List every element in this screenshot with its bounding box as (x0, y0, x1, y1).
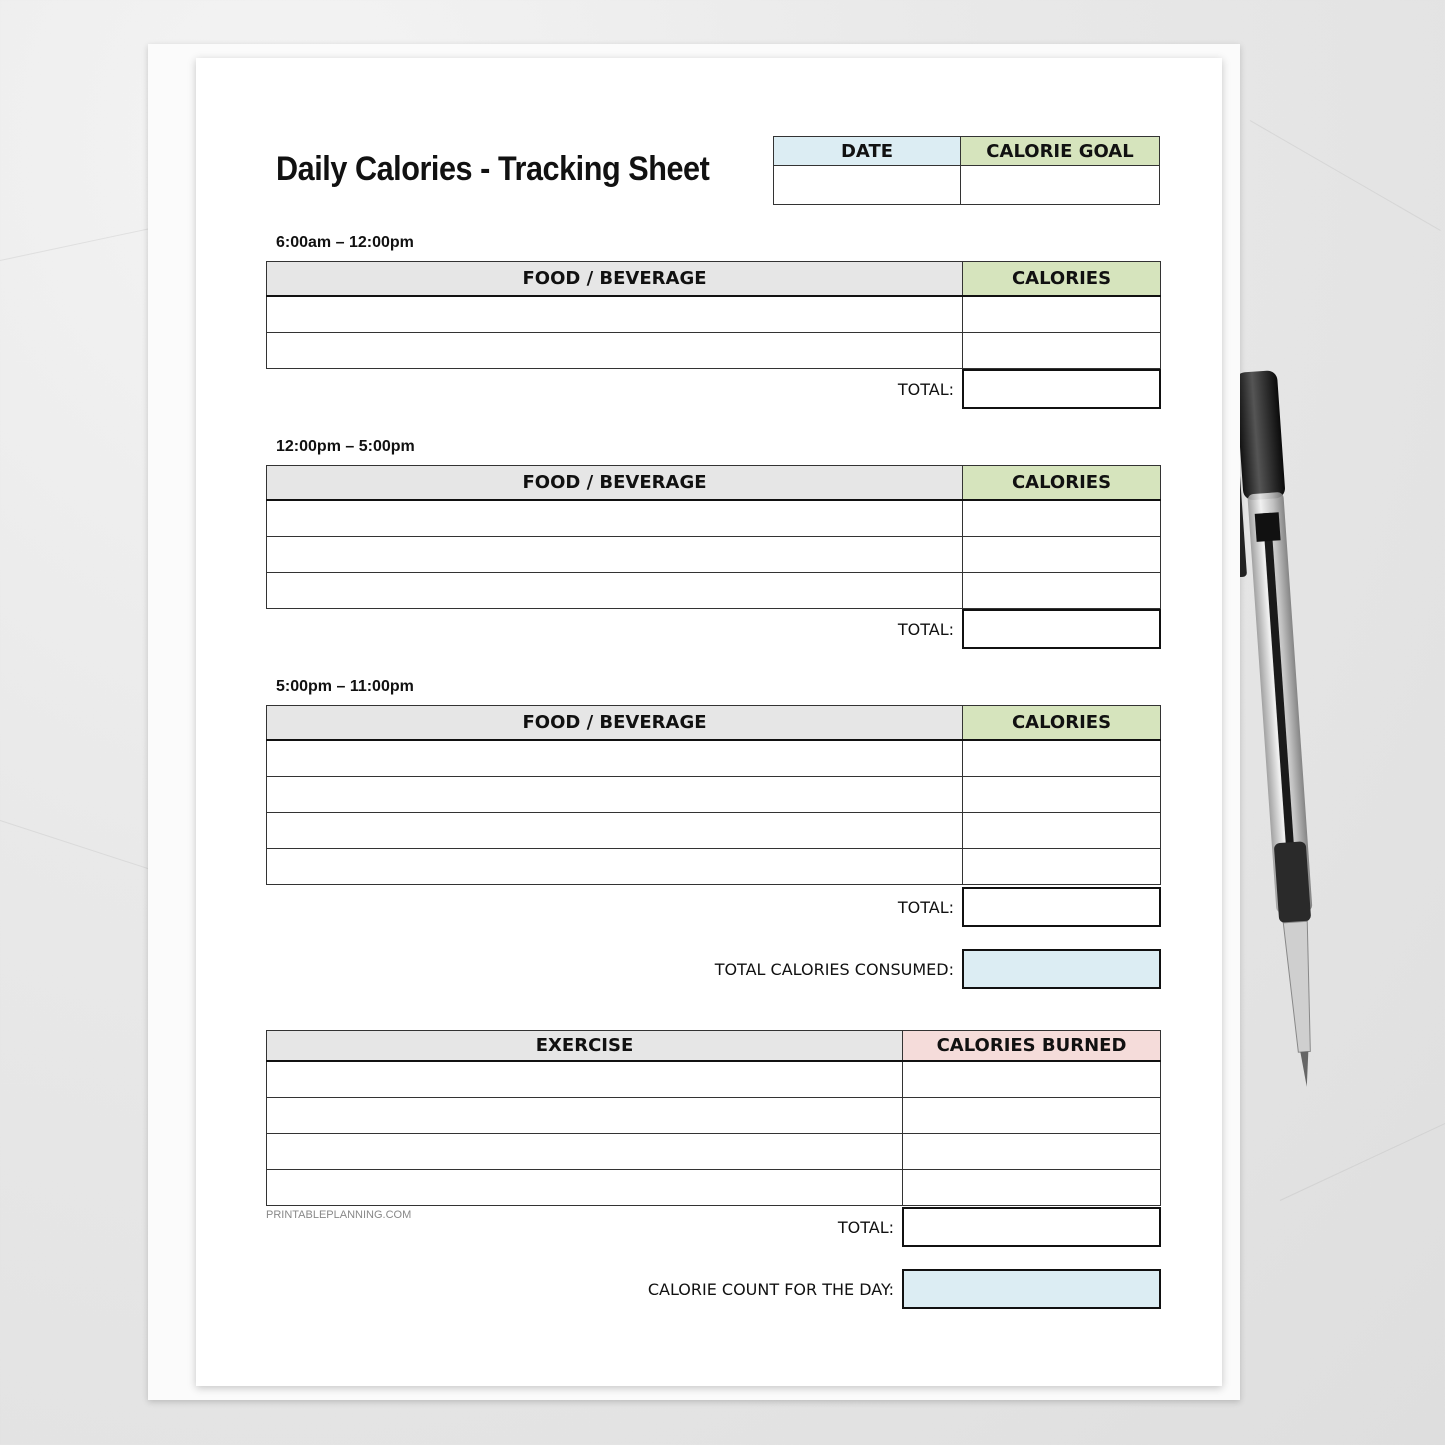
calories-cell[interactable] (963, 537, 1161, 573)
marble-vein (1250, 120, 1441, 231)
meal-total-row (696, 369, 1161, 409)
table-row (267, 573, 1161, 609)
calories-cell[interactable] (963, 849, 1161, 885)
exercise-total-field[interactable] (902, 1207, 1161, 1247)
calorie-goal-field[interactable] (961, 166, 1160, 205)
food-cell[interactable] (267, 537, 963, 573)
exercise-cell[interactable] (267, 1170, 903, 1206)
exercise-table (266, 1030, 1161, 1206)
calorie-goal-header: CALORIE GOAL (961, 137, 1160, 166)
meal-table (266, 705, 1161, 885)
total-label: TOTAL: (837, 1217, 894, 1237)
total-consumed-row (596, 949, 1161, 989)
food-cell[interactable] (267, 777, 963, 813)
table-row (267, 1061, 1161, 1098)
meal-time-label: 12:00pm – 5:00pm (276, 438, 415, 455)
food-cell[interactable] (267, 296, 963, 333)
total-label: TOTAL: (897, 619, 954, 639)
exercise-header: EXERCISE (267, 1031, 903, 1062)
table-row (267, 500, 1161, 537)
burned-cell[interactable] (903, 1170, 1161, 1206)
table-row (267, 1134, 1161, 1170)
exercise-cell[interactable] (267, 1134, 903, 1170)
pen-icon (1240, 362, 1340, 1102)
table-row (267, 777, 1161, 813)
food-cell[interactable] (267, 333, 963, 369)
table-row (267, 296, 1161, 333)
meal-time-label: 6:00am – 12:00pm (276, 234, 414, 251)
date-header: DATE (774, 137, 961, 166)
meal-time-label: 5:00pm – 11:00pm (276, 678, 414, 695)
calories-header: CALORIES (963, 706, 1161, 741)
meal-table (266, 261, 1161, 369)
food-beverage-header: FOOD / BEVERAGE (267, 706, 963, 741)
burned-cell[interactable] (903, 1098, 1161, 1134)
meal-total-field[interactable] (962, 609, 1161, 649)
table-row (267, 849, 1161, 885)
calories-cell[interactable] (963, 500, 1161, 537)
sheet-title: Daily Calories - Tracking Sheet (276, 150, 710, 188)
total-label: TOTAL: (897, 379, 954, 399)
food-cell[interactable] (267, 500, 963, 537)
meal-total-field[interactable] (962, 369, 1161, 409)
exercise-cell[interactable] (267, 1061, 903, 1098)
calories-burned-header: CALORIES BURNED (903, 1031, 1161, 1062)
exercise-total-row (636, 1207, 1161, 1247)
calories-cell[interactable] (963, 777, 1161, 813)
meal-total-field[interactable] (962, 887, 1161, 927)
calories-header: CALORIES (963, 466, 1161, 501)
date-goal-table (773, 136, 1160, 205)
calories-cell[interactable] (963, 573, 1161, 609)
day-count-row (536, 1269, 1161, 1309)
calories-cell[interactable] (963, 740, 1161, 777)
meal-total-row (696, 887, 1161, 927)
table-row (267, 740, 1161, 777)
food-cell[interactable] (267, 740, 963, 777)
burned-cell[interactable] (903, 1134, 1161, 1170)
meal-table (266, 465, 1161, 609)
calories-cell[interactable] (963, 333, 1161, 369)
tracking-sheet (196, 58, 1222, 1386)
food-beverage-header: FOOD / BEVERAGE (267, 262, 963, 297)
food-cell[interactable] (267, 813, 963, 849)
food-beverage-header: FOOD / BEVERAGE (267, 466, 963, 501)
table-row (267, 1098, 1161, 1134)
table-row (267, 333, 1161, 369)
table-row (267, 1170, 1161, 1206)
calories-header: CALORIES (963, 262, 1161, 297)
date-field[interactable] (774, 166, 961, 205)
table-row (267, 813, 1161, 849)
table-row (267, 537, 1161, 573)
food-cell[interactable] (267, 573, 963, 609)
site-credit: PRINTABLEPLANNING.COM (266, 1209, 412, 1221)
meal-total-row (696, 609, 1161, 649)
food-cell[interactable] (267, 849, 963, 885)
total-consumed-field[interactable] (962, 949, 1161, 989)
calories-cell[interactable] (963, 296, 1161, 333)
burned-cell[interactable] (903, 1061, 1161, 1098)
exercise-cell[interactable] (267, 1098, 903, 1134)
total-label: TOTAL: (897, 897, 954, 917)
day-count-field[interactable] (902, 1269, 1161, 1309)
total-consumed-label: TOTAL CALORIES CONSUMED: (714, 959, 954, 979)
day-count-label: CALORIE COUNT FOR THE DAY: (647, 1279, 894, 1299)
calories-cell[interactable] (963, 813, 1161, 849)
marble-vein (1280, 1116, 1445, 1201)
